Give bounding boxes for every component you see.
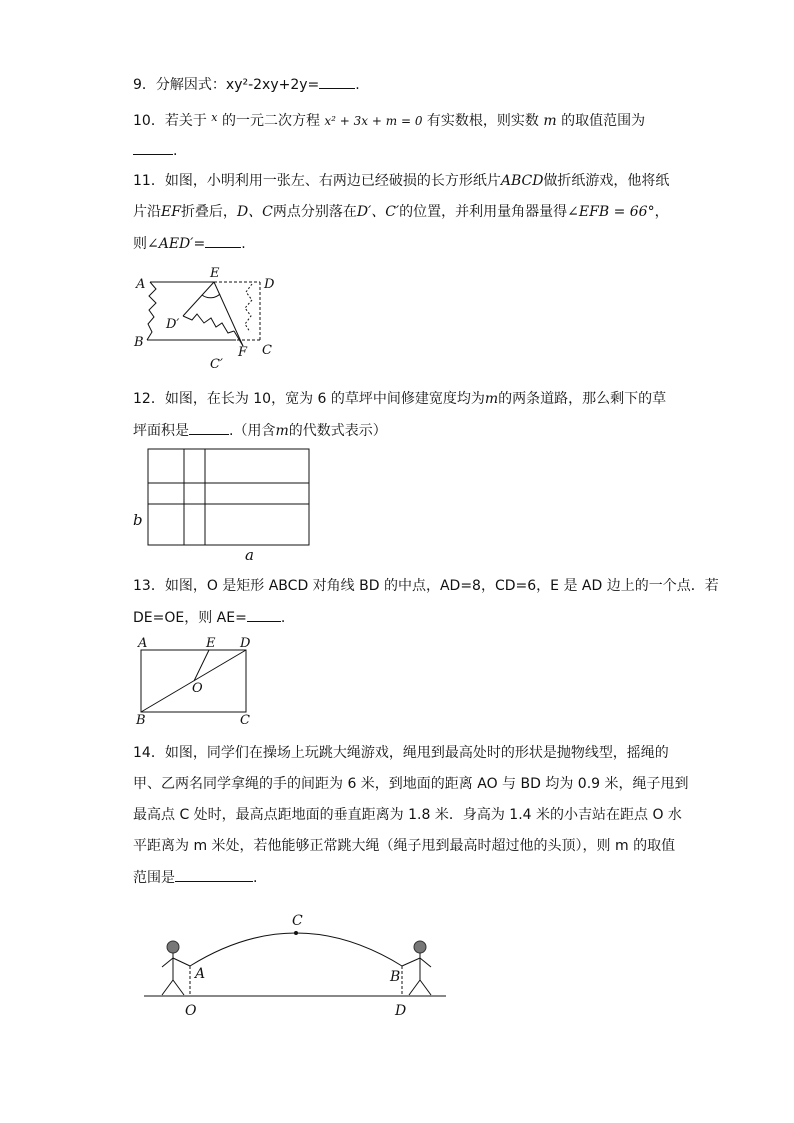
q14-line1: 14．如图，同学们在操场上玩跳大绳游戏，绳甩到最高处时的形状是抛物线型，摇绳的 <box>133 745 669 761</box>
q9-text: 9．分解因式：xy²-2xy+2y= <box>133 77 320 93</box>
question-14-line4 <box>133 836 675 856</box>
label-b: B <box>390 969 401 985</box>
q11-angle-efb: ∠EFB = 66° <box>567 204 655 220</box>
q11-line3-a: 则 <box>133 236 147 252</box>
label-e: E <box>206 636 216 651</box>
q11-line2-d: 的位置，并利用量角器量得 <box>399 204 568 220</box>
question-9 <box>133 74 360 95</box>
q13-line1: 13．如图，O 是矩形 ABCD 对角线 BD 的中点，AD=8，CD=6，E 是 AD 边上的一个点．若 <box>133 578 719 594</box>
q11-line2-c: 两点分别落在 <box>272 204 357 220</box>
label-o: O <box>192 681 203 696</box>
q11-var-d2c2: D′、C′ <box>356 204 400 220</box>
lawn-rectangle <box>148 449 309 545</box>
person-left-arm-r <box>173 958 190 966</box>
q13-line2-a: DE=OE，则 AE= <box>133 610 247 626</box>
answer-blank <box>189 420 229 435</box>
q11-line2-e: ， <box>654 204 669 220</box>
q11-line2-b: 折叠后， <box>180 204 237 220</box>
person-left-leg-l <box>162 980 173 995</box>
q10-var-m: m <box>543 113 557 129</box>
label-b: B <box>136 713 146 728</box>
q11-var-abcd: ABCD <box>500 173 544 189</box>
label-b: B <box>134 335 144 350</box>
person-right-leg-l <box>409 980 420 995</box>
label-c: C <box>240 713 250 728</box>
answer-blank <box>247 607 281 622</box>
q11-angle-aed: ∠AED′ <box>147 236 194 252</box>
question-12-line2 <box>133 420 387 441</box>
answer-blank <box>205 233 241 248</box>
label-d-prime: D′ <box>166 317 180 332</box>
label-a: a <box>245 546 254 564</box>
q10-part2: 的一元二次方程 <box>221 113 320 129</box>
person-right-arm-l <box>402 958 420 966</box>
question-14-line5 <box>133 867 257 888</box>
q11-line3-b: = <box>193 236 206 252</box>
label-a: A <box>138 636 148 651</box>
q9-end: . <box>355 77 360 93</box>
label-f: F <box>238 345 248 360</box>
q10-end: . <box>173 143 178 159</box>
question-10 <box>133 108 645 131</box>
label-a: A <box>195 966 206 982</box>
person-right-head <box>414 941 426 953</box>
label-c: C <box>292 913 303 929</box>
fold-line-ef <box>214 282 243 346</box>
q11-line3-end: . <box>241 236 246 252</box>
question-11-line2 <box>133 202 669 222</box>
q10-equation: x² + 3x + m = 0 <box>324 114 423 128</box>
q12-line2-b: .（用含 <box>229 423 276 439</box>
q11-line2-a: 片沿 <box>133 204 161 220</box>
rope-parabola <box>190 933 402 966</box>
label-e: E <box>210 266 220 281</box>
answer-blank <box>133 140 173 155</box>
label-c-prime: C′ <box>210 357 223 372</box>
question-12-line1 <box>133 389 666 409</box>
q14-line3: 最高点 C 处时，最高点距地面的垂直距离为 1.8 米．身高为 1.4 米的小吉站在距点 O 水 <box>133 807 682 823</box>
torn-edge-folded <box>183 314 234 333</box>
person-right-arm-r <box>420 958 431 967</box>
figure-14 <box>140 904 460 1024</box>
figure-12 <box>128 444 318 564</box>
q14-line4: 平距离为 m 米处，若他能够正常跳大绳（绳子甩到最高时超过他的头顶），则 m 的取值 <box>133 838 676 854</box>
question-14-line2 <box>133 774 689 794</box>
question-13-line1 <box>133 576 719 596</box>
question-14-line3 <box>133 805 682 825</box>
torn-edge-left <box>147 282 156 340</box>
label-d: D <box>240 636 251 651</box>
label-d: D <box>395 1003 407 1019</box>
q10-part4: 的取值范围为 <box>561 113 646 129</box>
label-a: A <box>136 277 146 292</box>
q10-var-x: x <box>211 111 218 124</box>
person-left-arm-l <box>162 958 173 967</box>
person-left-leg-r <box>173 980 184 995</box>
q10-part3: 有实数根，则实数 <box>426 113 539 129</box>
angle-mark-e <box>202 294 220 298</box>
figure-13 <box>130 632 260 728</box>
question-13-line2 <box>133 607 285 628</box>
q14-line5-a: 范围是 <box>133 870 175 886</box>
question-11-line3 <box>133 233 246 254</box>
answer-blank <box>175 867 253 882</box>
q12-line2-a: 坪面积是 <box>133 423 189 439</box>
q12-line2-c: 的代数式表示） <box>288 423 387 439</box>
q14-line5-end: . <box>253 870 258 886</box>
label-d: D <box>264 277 275 292</box>
answer-blank <box>319 74 355 89</box>
q12-var-m: m <box>484 391 499 407</box>
question-14-line1 <box>133 743 669 763</box>
person-left-head <box>167 941 179 953</box>
q11-line1-end: 做折纸游戏，他将纸 <box>543 173 670 189</box>
figure-11 <box>130 262 290 374</box>
q11-var-dc: D、C <box>236 204 273 220</box>
q12-line1-a: 12．如图，在长为 10，宽为 6 的草坪中间修建宽度均为 <box>133 391 485 407</box>
person-right-leg-r <box>420 980 431 995</box>
label-o: O <box>185 1003 197 1019</box>
q12-var-m2: m <box>275 423 289 439</box>
q14-line2: 甲、乙两名同学拿绳的手的间距为 6 米，到地面的距离 AO 与 BD 均为 0.9 米，绳子甩到 <box>133 776 689 792</box>
q10-part1: 10．若关于 <box>133 113 207 129</box>
q11-var-ef: EF <box>161 204 181 220</box>
label-c: C <box>262 343 272 358</box>
q12-line1-b: 的两条道路，那么剩下的草 <box>498 391 667 407</box>
segment-ed2 <box>183 282 214 316</box>
question-11-line1 <box>133 171 669 191</box>
dashed-torn-edge <box>245 284 252 332</box>
segment-c2f <box>234 331 243 346</box>
label-b: b <box>133 511 143 529</box>
question-10-answer <box>133 140 177 161</box>
q11-line1: 11．如图，小明利用一张左、右两边已经破损的长方形纸片 <box>133 173 501 189</box>
q13-line2-end: . <box>280 610 286 626</box>
highest-point-c <box>294 931 298 935</box>
